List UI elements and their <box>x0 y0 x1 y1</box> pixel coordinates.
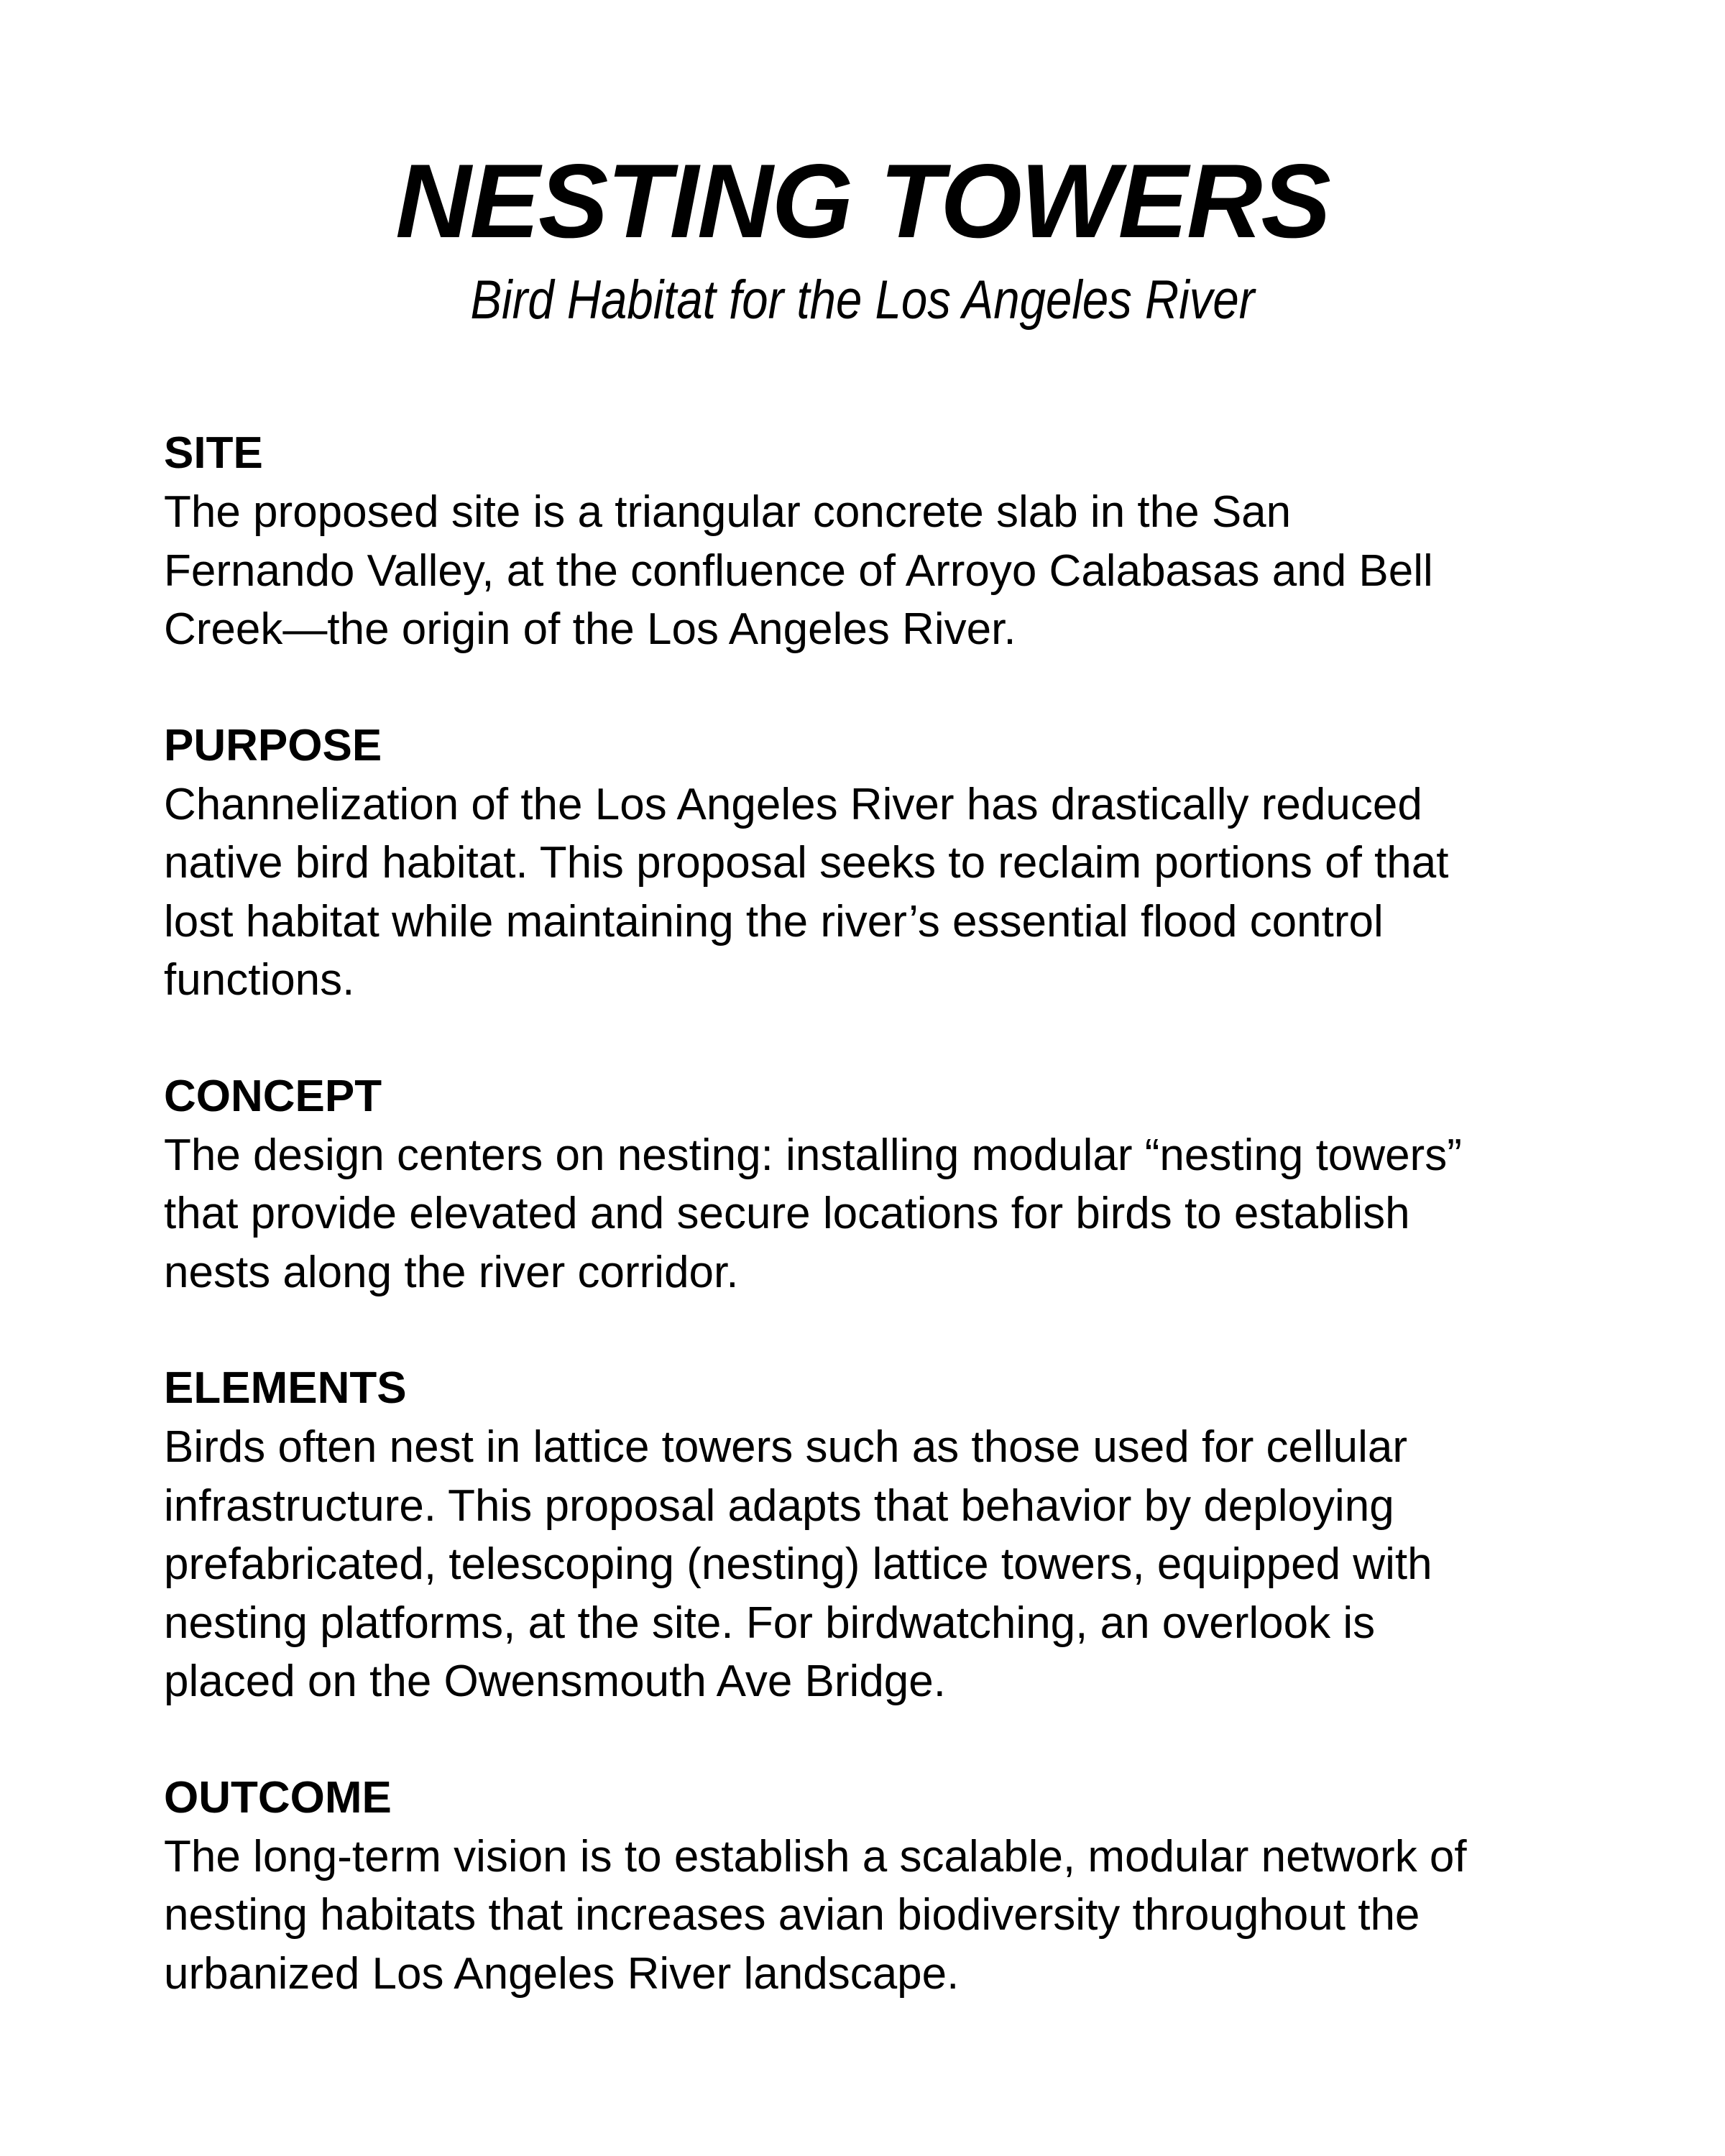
text-line: infrastructure. This proposal adapts that behavior by deploying <box>164 1480 1394 1531</box>
text-line: The proposed site is a triangular concrete slab in the San <box>164 487 1292 537</box>
text-line: Birds often nest in lattice towers such as those used for cellular <box>164 1422 1407 1472</box>
page-subtitle: Bird Habitat for the Los Angeles River <box>470 270 1255 331</box>
section-elements <box>164 1359 1601 1711</box>
section-heading: SITE <box>164 428 263 478</box>
section-purpose <box>164 717 1601 1010</box>
text-line: nests along the river corridor. <box>164 1247 739 1297</box>
text-line: placed on the Owensmouth Ave Bridge. <box>164 1657 946 1706</box>
section-text <box>164 775 1601 1010</box>
section-heading: PURPOSE <box>164 720 382 770</box>
section-outcome <box>164 1769 1601 2004</box>
text-line: nesting platforms, at the site. For birdwatching, an overlook is <box>164 1598 1376 1648</box>
text-line: prefabricated, telescoping (nesting) lattice towers, equipped with <box>164 1539 1432 1589</box>
text-line: urbanized Los Angeles River landscape. <box>164 1948 960 1999</box>
text-line: Channelization of the Los Angeles River has drastically reduced <box>164 779 1422 829</box>
text-line: Fernando Valley, at the confluence of Arroyo Calabasas and Bell <box>164 545 1433 596</box>
text-line: The long-term vision is to establish a scalable, modular network of <box>164 1831 1467 1881</box>
section-heading: OUTCOME <box>164 1772 392 1823</box>
text-line: that provide elevated and secure locations for birds to establish <box>164 1189 1410 1238</box>
text-line: nesting habitats that increases avian biodiversity throughout the <box>164 1890 1420 1940</box>
text-line: lost habitat while maintaining the river’s essential flood control <box>164 896 1384 946</box>
section-heading: CONCEPT <box>164 1071 382 1121</box>
text-line: The design centers on nesting: installing modular “nesting towers” <box>164 1130 1462 1180</box>
text-line: Creek—the origin of the Los Angeles River. <box>164 604 1016 654</box>
section-site <box>164 424 1601 659</box>
text-line: native bird habitat. This proposal seeks to reclaim portions of that <box>164 838 1449 888</box>
document-header <box>0 140 1725 338</box>
section-text <box>164 1418 1601 1711</box>
section-text <box>164 483 1601 659</box>
text-line: functions. <box>164 955 355 1005</box>
section-text <box>164 1126 1601 1302</box>
section-heading: ELEMENTS <box>164 1363 407 1413</box>
section-concept <box>164 1067 1601 1302</box>
document-body <box>164 424 1601 2060</box>
section-text <box>164 1828 1601 2004</box>
page-title: NESTING TOWERS <box>395 142 1330 259</box>
